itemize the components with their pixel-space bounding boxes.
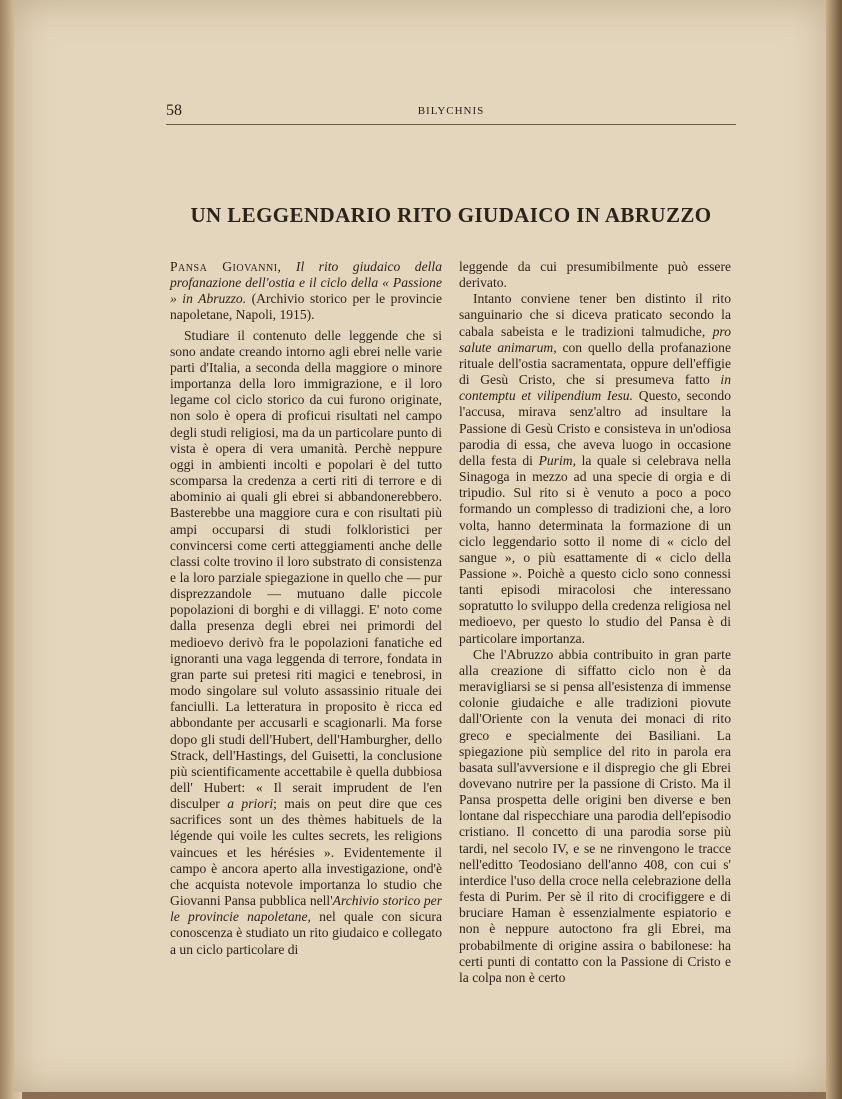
para2-text-c: con quello della profanazione rituale dell'ostia sacramentata, oppure dell'effigie di Gesù Cristo, che si presumeva fatto	[459, 339, 731, 388]
article-title: UN LEGGENDARIO RITO GIUDAICO IN ABRUZZO	[190, 203, 712, 227]
para1-italic-d: Archivio storico per le provincie napoletane,	[170, 893, 442, 925]
running-header	[166, 102, 736, 125]
para2-italic-f: Purim,	[538, 452, 576, 468]
paragraph-1-continued: leggende da cui presumibilmente può essere derivato.	[459, 259, 731, 291]
para2-text-a: Intanto conviene tener ben distinto il rito sanguinario che si diceva praticato secondo la cabala sabeista e le tradizioni talmudiche,	[459, 291, 731, 339]
para1-italic-b: a priori	[227, 796, 274, 812]
page-number: 58	[166, 102, 182, 119]
paragraph-2	[459, 291, 731, 646]
para2-text-e: Questo, secondo l'accusa, mirava senz'altro ad insultare la Passione di Gesù Cristo e consisteva in un'odiosa parodia di essa, che aveva luogo in occasione della festa di	[459, 388, 731, 468]
right-column	[459, 259, 731, 986]
para2-text-g: la quale si celebrava nella Sinagoga in mezzo ad una specie di orgia e di tripudio. Sul rito si è venuto a poco a poco formando un complesso di tradizioni che, a loro volta, hanno determinata la formazione di un ciclo leggendario sotto il nome di « ciclo del sangue », o più esattamente di « ciclo della Passione ». Poichè a questo ciclo sono connessi tanti episodi miracolosi che interessano sopratutto lo sviluppo della credenza religiosa nel medioevo, per questo lo studio del Pansa è di particolare importanza.	[459, 452, 731, 646]
bibliographic-reference	[170, 259, 442, 324]
paragraph-1	[170, 328, 442, 958]
running-head-title: BILYCHNIS	[417, 105, 485, 117]
bib-source: (Archivio storico per le provincie napoletane, Napoli, 1915).	[170, 291, 442, 323]
para1-text-e: nel quale con sicura conoscenza è studiato un rito giudaico e collegato a un ciclo particolare di	[170, 909, 442, 957]
para2-italic-d: in contemptu et vilipendium Iesu.	[459, 372, 731, 404]
page-right-edge	[826, 0, 842, 1099]
paragraph-3: Che l'Abruzzo abbia contribuito in gran parte alla creazione di siffatto ciclo non è da meravigliarsi se si pensa all'esistenza di immense colonie giudaiche e alle tradizioni piovute dall'Oriente con la venuta dei monaci di rito greco e specialmente dei Basiliani. La spiegazione più semplice del rito in parola era basata sull'avversione e il dispregio che gli Ebrei dovevano nutrire per la passione di Cristo. Ma il Pansa prospetta delle origini ben diverse e ben lontane dal rispecchiare una parodia dell'episodio cristiano. Il concetto di una parodia sorse più tardi, nel secolo IV, e se ne rinvengono le tracce nell'editto Teodosiano dell'anno 408, con cui s' interdice l'uso della croce nella celebrazione della festa di Purim. Per sè il rito di crocifiggere e di bruciare Haman è essenzialmente espiatorio e non è neppure autoctono fra gli Ebrei, ma probabilmente di origine assira o babilonese: ha certi punti di contatto con la Passione di Cristo e la colpa non è certo	[459, 646, 731, 985]
para2-italic-b: pro salute animarum,	[459, 323, 731, 355]
bib-title: Il rito giudaico della profanazione dell'ostia e il ciclo della « Passione » in Abruzzo.	[170, 259, 442, 307]
left-column	[170, 259, 442, 958]
para1-text-c: ; mais on peut dire que ces sacrifices sont un des thèmes habituels de la légende qui voile les cultes secrets, les religions vaincues et les hérésies ». Evidentemente il campo è ancora aperto alla investigazione, ond'è che acquista notevole importanza lo studio che Giovanni Pansa pubblica nell'	[170, 796, 442, 909]
para1-text-a: Studiare il contenuto delle leggende che si sono andate creando intorno agli ebrei nelle varie parti d'Italia, a seconda della maggiore o minore importanza della loro immigrazione, e il loro legame col ciclo storico da cui furono originate, non solo è opera di proficui risultati nel campo degli studi religiosi, ma da un particolare punto di vista è opera di vera umanità. Perchè neppure oggi in ambienti incolti e popolari è del tutto scomparsa la credenza a certi riti di terrore e di abominio ai quali gli ebrei si abbandonerebbero. Basterebbe una maggiore cura e con risultati più ampi occuparsi di studi folkloristici per convincersi come certi atteggiamenti anche delle classi colte trovino il loro substrato di consistenza e la loro parziale spiegazione in quello che — pur disprezzandole — mutuano dalle piccole popolazioni di borghi e di villaggi. E' noto come dalla presenza degli ebrei nei primordi del medioevo derivò fra le popolazioni fanatiche ed ignoranti una vaga leggenda di terrore, fondata in gran parte sui pretesi riti magici e tenebrosi, in modo singolare sul voluto assassinio rituale dei fanciulli. La letteratura in proposito è ricca ed abbondante per accusarli e scagionarli. Ma forse dopo gli studi dell'Hubert, dell'Hamburgher, dello Strack, dell'Hastings, del Guisetti, la conclusione più scientificamente accettabile è quella dubbiosa dell' Hubert: « Il serait imprudent de l'en disculper	[170, 327, 442, 812]
bib-author: Pansa Giovanni,	[170, 259, 282, 274]
